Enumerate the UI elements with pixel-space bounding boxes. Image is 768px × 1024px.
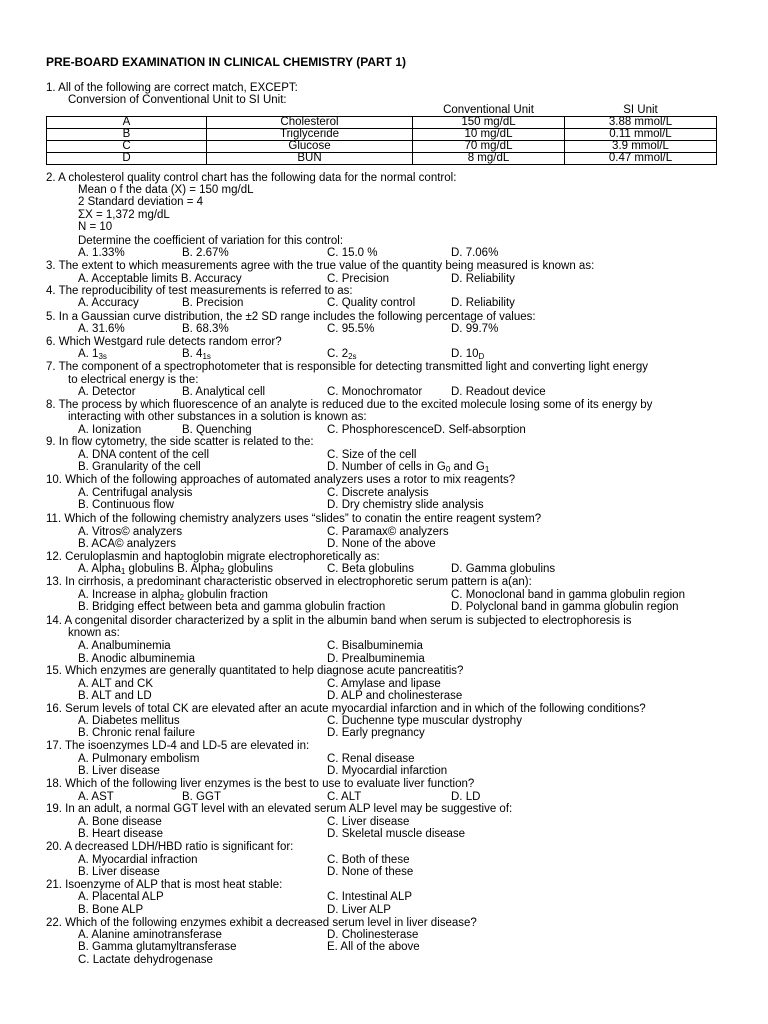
line-text: B. 2.67% xyxy=(182,247,229,259)
exam-text-line xyxy=(46,740,309,752)
exam-text-line xyxy=(46,172,456,184)
exam-text-line xyxy=(327,941,420,953)
line-text: B. 68.3% xyxy=(182,323,229,335)
line-text: B. Heart disease xyxy=(78,828,164,840)
line-text: C. Bisalbuminemia xyxy=(327,640,423,652)
table-row xyxy=(47,153,717,165)
table-cell: D xyxy=(47,153,207,165)
line-text: B. Continuous flow xyxy=(78,499,174,511)
exam-text-line xyxy=(46,285,353,297)
line-text: Conversion of Conventional Unit to SI Unit: xyxy=(68,94,287,106)
line-text: D. Skeletal muscle disease xyxy=(327,828,466,840)
line-text: 13. In cirrhosis, a predominant characteristic observed in electrophoretic serum pattern is a(an): xyxy=(46,576,532,588)
line-text: B. Chronic renal failure xyxy=(78,727,195,739)
line-text: 7. The component of a spectrophotometer that is responsible for detecting transmitted light and converting light energy xyxy=(46,361,648,373)
exam-text-line xyxy=(78,891,164,903)
table-row xyxy=(47,129,717,141)
exam-text-line xyxy=(68,374,198,386)
line-text: 4. The reproducibility of test measurements is referred to as: xyxy=(46,285,353,297)
subscript-text: D xyxy=(478,352,485,361)
table-cell: BUN xyxy=(207,153,413,165)
line-text: 1. All of the following are correct match, EXCEPT: xyxy=(46,82,298,94)
exam-text-line xyxy=(327,424,526,436)
line-text: C. Liver disease xyxy=(327,816,410,828)
exam-text-line xyxy=(78,753,199,765)
line-text: C. 15.0 % xyxy=(327,247,378,259)
exam-text-line xyxy=(78,209,170,221)
table-cell: Glucose xyxy=(207,141,413,153)
exam-text-line xyxy=(46,703,646,715)
exam-text-line xyxy=(46,778,474,790)
exam-text-line xyxy=(46,551,380,563)
exam-text-line xyxy=(327,753,415,765)
line-text: D. None of the above xyxy=(327,538,436,550)
exam-text-line xyxy=(182,386,265,398)
line-text: C. Paramax© analyzers xyxy=(327,526,449,538)
exam-text-line xyxy=(327,727,425,739)
table-cell: 150 mg/dL xyxy=(413,117,565,129)
exam-text-line xyxy=(327,538,436,550)
table-cell: B xyxy=(47,129,207,141)
exam-text-line xyxy=(46,513,541,525)
line-text: known as: xyxy=(68,627,120,639)
line-text: A. Accuracy xyxy=(78,297,139,309)
line-text: C. Lactate dehydrogenase xyxy=(78,954,213,966)
exam-text-line xyxy=(46,803,512,815)
line-text: interacting with other substances in a solution is known as: xyxy=(68,411,367,423)
line-text: B. Precision xyxy=(182,297,244,309)
exam-text-line xyxy=(46,879,282,891)
line-text: A. Alpha xyxy=(78,563,121,575)
line-text: B. GGT xyxy=(182,791,221,803)
table-cell: 8 mg/dL xyxy=(413,153,565,165)
exam-text-line xyxy=(327,640,423,652)
line-text: D. ALP and cholinesterase xyxy=(327,690,463,702)
line-text: 15. Which enzymes are generally quantitated to help diagnose acute pancreatitis? xyxy=(46,665,464,677)
line-text: A. AST xyxy=(78,791,114,803)
exam-text-line xyxy=(78,715,180,727)
line-text: D. Gamma globulins xyxy=(451,563,556,575)
exam-text-line xyxy=(327,247,378,259)
table-row xyxy=(47,141,717,153)
line-text: C. Precision xyxy=(327,273,389,285)
exam-text-line xyxy=(46,436,314,448)
exam-text-line xyxy=(78,323,125,335)
line-text: 20. A decreased LDH/HBD ratio is significant for: xyxy=(46,841,294,853)
line-text: A. Acceptable limits B. Accuracy xyxy=(78,273,242,285)
exam-text-line xyxy=(182,247,229,259)
line-text: 22. Which of the following enzymes exhibit a decreased serum level in liver disease? xyxy=(46,917,477,929)
table-cell: Triglyceride xyxy=(207,129,413,141)
subscript-text: 2 xyxy=(179,593,185,602)
exam-text-line xyxy=(182,323,229,335)
exam-text-line xyxy=(451,563,555,575)
exam-text-line xyxy=(78,348,107,360)
line-text: C. ALT xyxy=(327,791,362,803)
exam-text-line xyxy=(182,791,221,803)
line-text: C. Monochromator xyxy=(327,386,423,398)
line-text: A. Bone disease xyxy=(78,816,162,828)
exam-text-line xyxy=(78,601,385,613)
line-text: A. ALT and CK xyxy=(78,678,154,690)
exam-text-line xyxy=(182,297,243,309)
line-text: C. Amylase and lipase xyxy=(327,678,441,690)
line-text: A. Analbuminemia xyxy=(78,640,171,652)
exam-text-line xyxy=(46,336,282,348)
line-text: A. Pulmonary embolism xyxy=(78,753,200,765)
exam-text-line xyxy=(78,954,213,966)
exam-text-line xyxy=(327,678,441,690)
line-text: N = 10 xyxy=(78,221,113,233)
exam-text-line xyxy=(327,791,361,803)
table-cell: 0.11 mmol/L xyxy=(565,129,717,141)
exam-text-line xyxy=(78,854,198,866)
exam-text-line xyxy=(327,854,409,866)
line-text: C. Duchenne type muscular dystrophy xyxy=(327,715,522,727)
line-text: C. Beta globulins xyxy=(327,563,414,575)
line-text: D. Reliability xyxy=(451,273,515,285)
exam-text-line xyxy=(46,917,477,929)
exam-text-line xyxy=(78,235,343,247)
exam-text-line xyxy=(78,499,174,511)
exam-text-line xyxy=(46,841,293,853)
line-text: B. Liver disease xyxy=(78,866,160,878)
exam-text-line xyxy=(78,690,152,702)
table-header-cell: SI Unit xyxy=(565,105,717,117)
exam-text-line xyxy=(327,904,391,916)
line-text: D. Myocardial infarction xyxy=(327,765,448,777)
line-text: D. 10 xyxy=(451,348,479,360)
exam-text-line xyxy=(78,538,176,550)
exam-text-line xyxy=(78,904,143,916)
exam-text-line xyxy=(78,196,203,208)
exam-text-line xyxy=(78,678,153,690)
exam-text-line xyxy=(78,526,182,538)
table-header-cell: Conventional Unit xyxy=(413,105,565,117)
line-text: and G xyxy=(450,461,485,473)
exam-text-line xyxy=(78,929,222,941)
line-text: D. None of these xyxy=(327,866,414,878)
line-text: A. Alanine aminotransferase xyxy=(78,929,222,941)
line-text: C. Discrete analysis xyxy=(327,487,429,499)
line-text: D. Prealbuminemia xyxy=(327,653,425,665)
line-text: B. ACA© analyzers xyxy=(78,538,176,550)
line-text: D. Readout device xyxy=(451,386,546,398)
exam-text-line xyxy=(78,941,237,953)
table-header-row xyxy=(47,105,717,117)
table-row xyxy=(47,117,717,129)
table-cell: 3.88 mmol/L xyxy=(565,117,717,129)
line-text: 17. The isoenzymes LD-4 and LD-5 are elevated in: xyxy=(46,740,310,752)
exam-text-line xyxy=(327,461,489,473)
exam-text-line xyxy=(451,601,679,613)
exam-text-line xyxy=(451,386,546,398)
line-text: B. ALT and LD xyxy=(78,690,152,702)
subscript-text: 3s xyxy=(98,352,107,361)
exam-text-line xyxy=(327,348,357,360)
exam-text-line xyxy=(46,576,532,588)
line-text: B. Gamma glutamyltransferase xyxy=(78,941,237,953)
line-text: A. Centrifugal analysis xyxy=(78,487,193,499)
table-header-cell xyxy=(47,105,207,117)
line-text: A. 1.33% xyxy=(78,247,125,259)
exam-text-line xyxy=(327,816,409,828)
exam-text-line xyxy=(182,348,211,360)
table-cell: Cholesterol xyxy=(207,117,413,129)
line-text: C. 2 xyxy=(327,348,349,360)
exam-text-line xyxy=(78,297,139,309)
line-text: C. Both of these xyxy=(327,854,410,866)
exam-text-line xyxy=(451,589,685,601)
table-cell: 0.47 mmol/L xyxy=(565,153,717,165)
line-text: 6. Which Westgard rule detects random error? xyxy=(46,336,282,348)
exam-text-line xyxy=(78,487,192,499)
subscript-text: 1s xyxy=(202,352,211,361)
line-text: 18. Which of the following liver enzymes is the best to use to evaluate liver function? xyxy=(46,778,475,790)
line-text: D. Number of cells in G xyxy=(327,461,446,473)
line-text: A. Increase in alpha xyxy=(78,589,180,601)
line-text: C. PhosphorescenceD. Self-absorption xyxy=(327,424,526,436)
line-text: D. Liver ALP xyxy=(327,904,391,916)
exam-text-line xyxy=(78,828,163,840)
line-text: 19. In an adult, a normal GGT level with an elevated serum ALP level may be suggestive of: xyxy=(46,803,513,815)
exam-text-line xyxy=(451,273,515,285)
exam-text-line xyxy=(327,487,429,499)
exam-text-line xyxy=(78,727,195,739)
exam-text-line xyxy=(46,399,652,411)
line-text: 10. Which of the following approaches of automated analyzers uses a rotor to mix reagents? xyxy=(46,474,516,486)
exam-text-line xyxy=(78,765,160,777)
line-text: to electrical energy is the: xyxy=(68,374,199,386)
line-text: A. Detector xyxy=(78,386,136,398)
line-text: A. Vitros© analyzers xyxy=(78,526,183,538)
line-text: A. Myocardial infraction xyxy=(78,854,198,866)
table-cell: C xyxy=(47,141,207,153)
exam-text-line xyxy=(78,589,268,601)
line-text: 14. A congenital disorder characterized by a split in the albumin band when serum is subjected to electrophoresis is xyxy=(46,615,632,627)
exam-text-line xyxy=(46,260,594,272)
table-cell: 70 mg/dL xyxy=(413,141,565,153)
table-cell: 3.9 mmol/L xyxy=(565,141,717,153)
line-text: C. Monoclonal band in gamma globulin region xyxy=(451,589,685,601)
line-text: B. Granularity of the cell xyxy=(78,461,201,473)
line-text: D. Polyclonal band in gamma globulin region xyxy=(451,601,679,613)
line-text: C. Quality control xyxy=(327,297,416,309)
line-text: 5. In a Gaussian curve distribution, the ±2 SD range includes the following percentage of values: xyxy=(46,311,536,323)
line-text: 12. Ceruloplasmin and haptoglobin migrate electrophoretically as: xyxy=(46,551,380,563)
exam-text-line xyxy=(78,386,136,398)
exam-text-line xyxy=(78,653,195,665)
exam-text-line xyxy=(46,361,648,373)
line-text: C. 95.5% xyxy=(327,323,375,335)
line-text: 16. Serum levels of total CK are elevated after an acute myocardial infarction and in which of the following conditions? xyxy=(46,703,646,715)
line-text: B. Anodic albuminemia xyxy=(78,653,195,665)
line-text: A. Diabetes mellitus xyxy=(78,715,180,727)
exam-text-line xyxy=(327,929,418,941)
line-text: globulins xyxy=(224,563,273,575)
unit-conversion-table xyxy=(46,105,717,165)
line-text: B. 4 xyxy=(182,348,203,360)
exam-text-line xyxy=(46,82,298,94)
line-text: 11. Which of the following chemistry analyzers uses “slides” to conatin the entire reagent system? xyxy=(46,513,542,525)
line-text: D. Dry chemistry slide analysis xyxy=(327,499,484,511)
line-text: 2. A cholesterol quality control chart has the following data for the normal control: xyxy=(46,172,457,184)
exam-text-line xyxy=(78,221,112,233)
exam-text-line xyxy=(182,424,252,436)
line-text: D. 99.7% xyxy=(451,323,499,335)
exam-text-line xyxy=(78,184,253,196)
line-text: Determine the coefficient of variation for this control: xyxy=(78,235,344,247)
line-text: B. Bone ALP xyxy=(78,904,144,916)
exam-text-line xyxy=(46,311,536,323)
line-text: B. Bridging effect between beta and gamma globulin fraction xyxy=(78,601,386,613)
line-text: C. Size of the cell xyxy=(327,449,417,461)
exam-text-line xyxy=(327,828,465,840)
table-header-cell xyxy=(207,105,413,117)
line-text: D. Reliability xyxy=(451,297,515,309)
line-text: A. 31.6% xyxy=(78,323,125,335)
exam-text-line xyxy=(327,765,447,777)
subscript-text: 2 xyxy=(219,567,225,576)
line-text: A. Ionization xyxy=(78,424,142,436)
exam-text-line xyxy=(78,563,273,575)
line-text: D. Cholinesterase xyxy=(327,929,419,941)
line-text: C. Intestinal ALP xyxy=(327,891,413,903)
exam-text-line xyxy=(327,499,484,511)
line-text: ΣX = 1,372 mg/dL xyxy=(78,209,170,221)
line-text: Mean o f the data (X) = 150 mg/dL xyxy=(78,184,254,196)
exam-text-line xyxy=(451,247,498,259)
exam-text-line xyxy=(78,640,171,652)
exam-text-line xyxy=(327,891,412,903)
exam-text-line xyxy=(327,323,374,335)
page-title: PRE-BOARD EXAMINATION IN CLINICAL CHEMISTRY (PART 1) xyxy=(46,55,407,69)
exam-text-line xyxy=(78,791,114,803)
exam-text-line xyxy=(78,247,125,259)
exam-text-line xyxy=(78,866,160,878)
line-text: globulin fraction xyxy=(184,589,268,601)
exam-text-line xyxy=(327,715,522,727)
line-text: A. Placental ALP xyxy=(78,891,164,903)
line-text: 8. The process by which fluorescence of an analyte is reduced due to the excited molecule losing some of its energy by xyxy=(46,399,653,411)
line-text: C. Renal disease xyxy=(327,753,415,765)
exam-text-line xyxy=(327,386,422,398)
exam-text-line xyxy=(327,297,415,309)
exam-text-line xyxy=(327,690,462,702)
exam-text-line xyxy=(78,461,201,473)
table-cell: 10 mg/dL xyxy=(413,129,565,141)
line-text: 21. Isoenzyme of ALP that is most heat stable: xyxy=(46,879,283,891)
line-text: D. LD xyxy=(451,791,481,803)
exam-text-line xyxy=(78,424,141,436)
line-text: D. 7.06% xyxy=(451,247,499,259)
exam-text-line xyxy=(451,297,515,309)
exam-text-line xyxy=(327,449,416,461)
exam-text-line xyxy=(68,627,120,639)
exam-text-line xyxy=(327,563,414,575)
line-text: 9. In flow cytometry, the side scatter is related to the: xyxy=(46,436,314,448)
exam-text-line xyxy=(327,273,389,285)
line-text: E. All of the above xyxy=(327,941,420,953)
line-text: A. DNA content of the cell xyxy=(78,449,210,461)
exam-text-line xyxy=(327,526,449,538)
exam-text-line xyxy=(68,94,287,106)
exam-text-line xyxy=(46,474,515,486)
line-text: B. Quenching xyxy=(182,424,252,436)
subscript-text: 1 xyxy=(120,567,126,576)
exam-text-line xyxy=(451,791,480,803)
line-text: 2 Standard deviation = 4 xyxy=(78,196,203,208)
line-text: B. Analytical cell xyxy=(182,386,266,398)
exam-text-line xyxy=(78,816,162,828)
exam-text-line xyxy=(451,348,484,360)
exam-text-line xyxy=(78,273,242,285)
exam-text-line xyxy=(68,411,367,423)
line-text: 3. The extent to which measurements agree with the true value of the quantity being measured is known as: xyxy=(46,260,595,272)
exam-text-line xyxy=(46,615,632,627)
exam-text-line xyxy=(78,449,209,461)
subscript-text: 1 xyxy=(484,465,490,474)
line-text: globulins B. Alpha xyxy=(125,563,220,575)
exam-text-line xyxy=(327,653,425,665)
exam-text-line xyxy=(46,665,463,677)
subscript-text: 0 xyxy=(445,465,451,474)
table-cell: A xyxy=(47,117,207,129)
exam-text-line xyxy=(451,323,498,335)
line-text: D. Early pregnancy xyxy=(327,727,425,739)
exam-text-line xyxy=(327,866,413,878)
line-text: B. Liver disease xyxy=(78,765,160,777)
line-text: A. 1 xyxy=(78,348,99,360)
subscript-text: 2s xyxy=(348,352,357,361)
